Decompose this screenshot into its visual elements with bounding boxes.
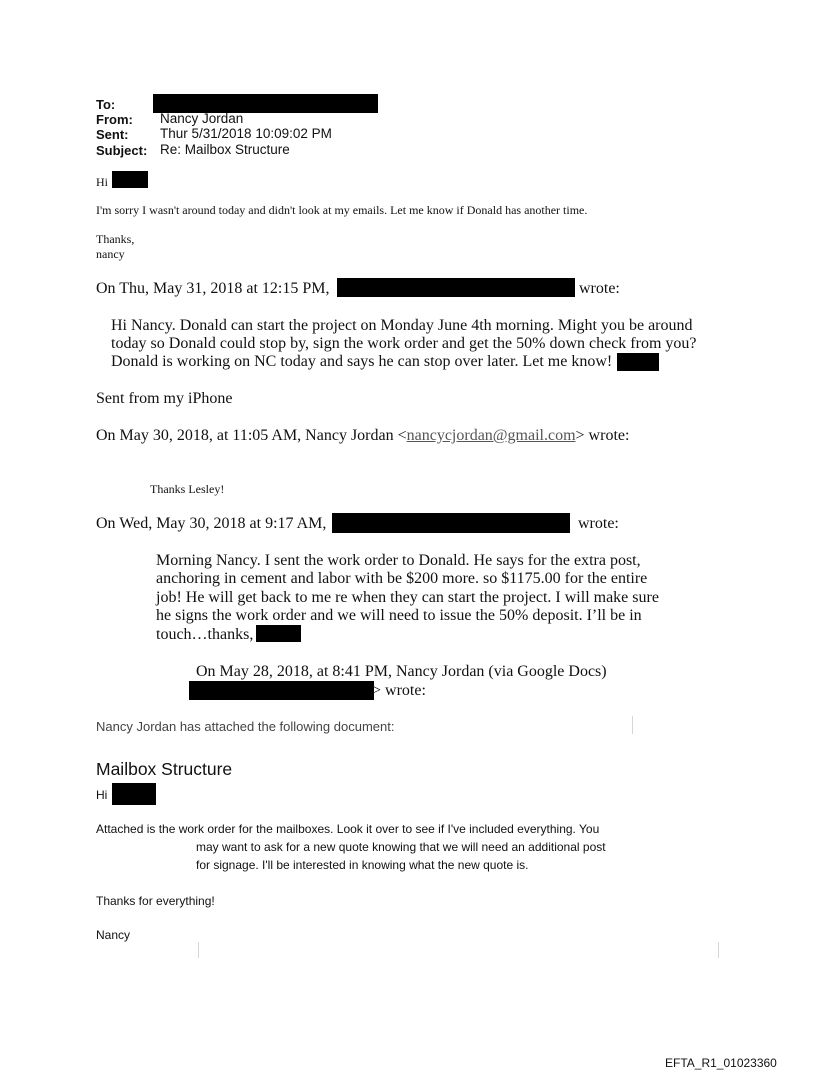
docs-body-line: for signage. I'll be interested in knowing what the new quote is. — [196, 858, 529, 872]
divider — [198, 942, 199, 958]
subject-label: Subject: — [96, 143, 148, 158]
quote3-wrote: wrote: — [578, 515, 619, 532]
docs-body-line: Attached is the work order for the mailboxes. Look it over to see if I've included everything. You — [96, 822, 600, 836]
reply-text: I'm sorry I wasn't around today and didn't look at my emails. Let me know if Donald has another time. — [96, 203, 588, 217]
quote2-body: Thanks Lesley! — [150, 482, 225, 496]
docs-thanks: Thanks for everything! — [96, 894, 215, 908]
quote2-wrote: > wrote: — [575, 427, 630, 444]
quote1-line: Hi Nancy. Donald can start the project on Monday June 4th morning. Might you be around — [111, 317, 693, 334]
quote1-attribution: On Thu, May 31, 2018 at 12:15 PM, — [96, 280, 330, 297]
reply-greeting: Hi — [96, 175, 108, 189]
quote4-attribution: On May 28, 2018, at 8:41 PM, Nancy Jordan (via Google Docs) — [196, 663, 607, 680]
subject-value: Re: Mailbox Structure — [160, 142, 290, 157]
quote3-line: Morning Nancy. I sent the work order to Donald. He says for the extra post, — [156, 552, 641, 569]
quote1-wrote: wrote: — [579, 280, 620, 297]
docs-signature: Nancy — [96, 928, 131, 942]
to-label: To: — [96, 97, 116, 112]
quote3-line: touch…thanks, — [156, 626, 254, 643]
quote3-line: he signs the work order and we will need to issue the 50% deposit. I’ll be in — [156, 607, 642, 624]
quote2-attribution — [96, 427, 629, 445]
sent-from-line: Sent from my iPhone — [96, 390, 233, 407]
sent-value: Thur 5/31/2018 10:09:02 PM — [160, 126, 332, 141]
bates-number: EFTA_R1_01023360 — [665, 1056, 777, 1070]
divider — [718, 942, 719, 958]
docs-greeting: Hi — [96, 788, 108, 802]
docs-notice: Nancy Jordan has attached the following document: — [96, 719, 395, 734]
redaction-block — [256, 625, 301, 642]
quote3-attribution: On Wed, May 30, 2018 at 9:17 AM, — [96, 515, 327, 532]
redaction-block — [112, 171, 148, 188]
redaction-block — [337, 278, 575, 297]
email-link[interactable]: nancycjordan@gmail.com — [406, 427, 576, 444]
reply-signature: nancy — [96, 247, 125, 261]
docs-title[interactable]: Mailbox Structure — [96, 759, 233, 779]
quote1-line: today so Donald could stop by, sign the work order and get the 50% down check from you? — [111, 335, 697, 352]
quote3-line: anchoring in cement and labor with be $200 more. so $1175.00 for the entire — [156, 570, 648, 587]
reply-signoff: Thanks, — [96, 232, 135, 246]
redaction-block — [189, 681, 374, 700]
quote3-line: job! He will get back to me re when they can start the project. I will make sure — [156, 589, 659, 606]
sent-label: Sent: — [96, 127, 129, 142]
quote1-line: Donald is working on NC today and says he can stop over later. Let me know! — [111, 353, 613, 370]
quote2-attribution-prefix: On May 30, 2018, at 11:05 AM, Nancy Jordan < — [96, 427, 407, 444]
redaction-block — [617, 353, 659, 371]
docs-body-line: may want to ask for a new quote knowing that we will need an additional post — [196, 840, 606, 854]
from-value: Nancy Jordan — [160, 111, 244, 126]
redaction-block — [332, 513, 570, 533]
divider — [632, 716, 633, 734]
redaction-block — [112, 783, 156, 805]
quote4-wrote: > wrote: — [372, 682, 426, 699]
from-label: From: — [96, 112, 133, 127]
